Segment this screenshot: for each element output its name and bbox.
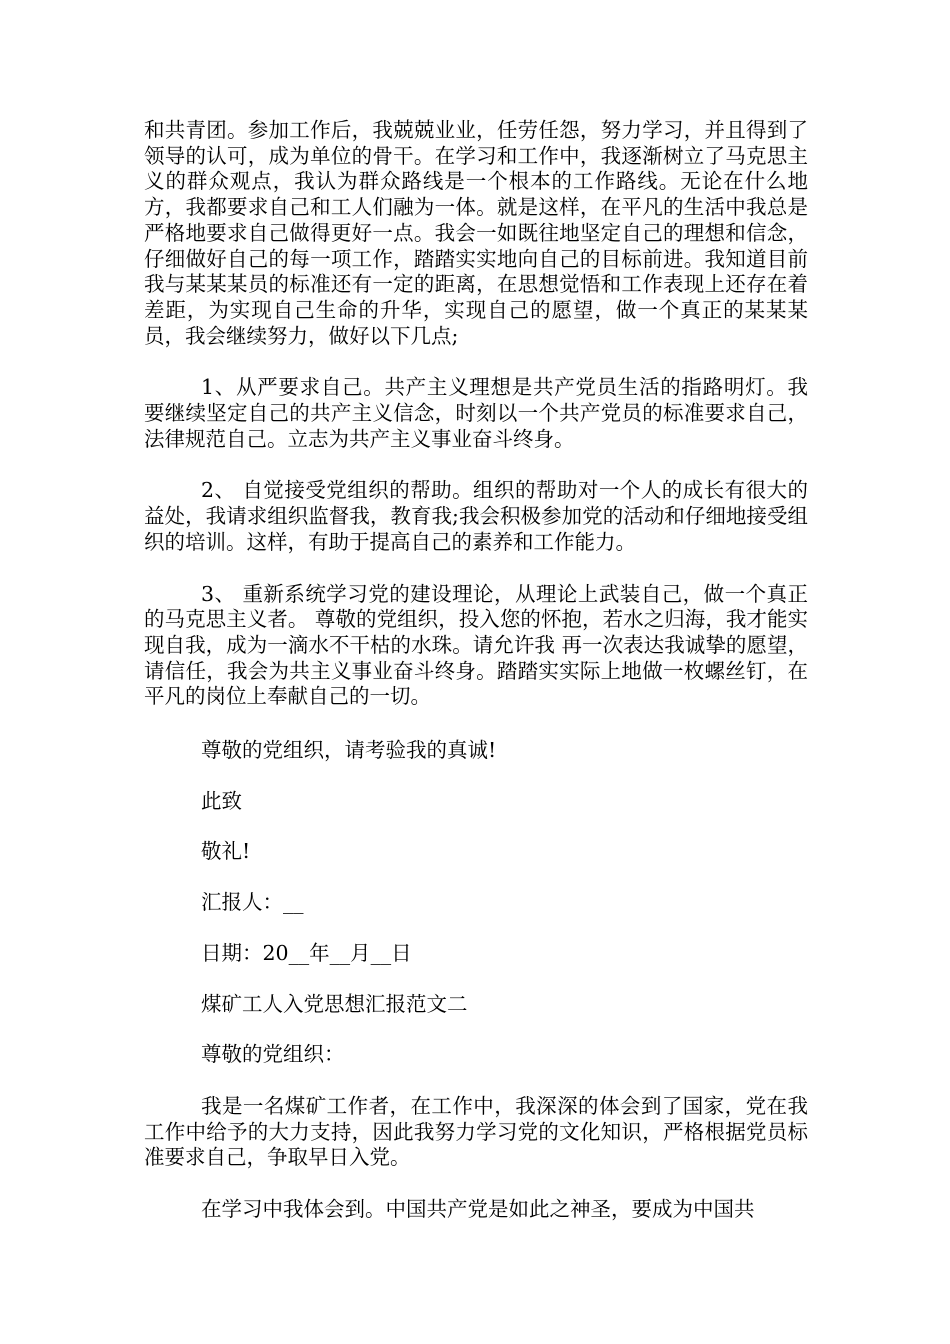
greeting: 尊敬的党组织： (201, 1042, 345, 1067)
paragraph-intro: 和共青团。参加工作后，我兢兢业业，任劳任怨，努力学习，并且得到了领导的认可，成为单位的骨干。在学习和工作中，我逐渐树立了马克思主义的群众观点，我认为群众路线是一个根本的工作路线。无论在什么地方，我都要求自己和工人们融为一体。就是这样，在平凡的生活中我总是严格地要求自己做得更好一点。我会一如既往地坚定自己的理想和信念，仔细做好自己的每一项工作，踏踏实实地向自己的目标前进。我知道目前我与某某某员的标准还有一定的距离，在思想觉悟和工作表现上还存在着差距，为实现自己生命的升华，实现自己的愿望，做一个真正的某某某员，我会继续努力，做好以下几点; (144, 118, 808, 348)
document-page (144, 118, 808, 1223)
paragraph-body-2: 在学习中我体会到。中国共产党是如此之神圣，要成为中国共 (201, 1197, 755, 1222)
salutation-jingli: 敬礼! (201, 839, 251, 864)
paragraph-body-1: 我是一名煤矿工作者，在工作中，我深深的体会到了国家，党在我工作中给予的大力支持，因此我努力学习党的文化知识，严格根据党员标准要求自己，争取早日入党。 (144, 1093, 808, 1170)
date-line: 日期：20__年__月__日 (201, 940, 412, 965)
reporter-line: 汇报人：__ (201, 890, 304, 915)
paragraph-point-1: 1、从严要求自己。共产主义理想是共产党员生活的指路明灯。我要继续坚定自己的共产主义信念，时刻以一个共产党员的标准要求自己，法律规范自己。立志为共产主义事业奋斗终身。 (144, 375, 808, 451)
closing-line: 尊敬的党组织，请考验我的真诚! (201, 738, 497, 763)
paragraph-point-2: 2、 自觉接受党组织的帮助。组织的帮助对一个人的成长有很大的益处，我请求组织监督我，教育我;我会积极参加党的活动和仔细地接受组织的培训。这样，有助于提高自己的素养和工作能力。 (144, 478, 808, 554)
section-title: 煤矿工人入党思想汇报范文二 (201, 991, 468, 1016)
paragraph-point-3: 3、 重新系统学习党的建设理论，从理论上武装自己，做一个真正的马克思主义者。 尊敬的党组织，投入您的怀抱，若水之归海，我才能实现自我，成为一滴水不干枯的水珠。请允许我 再一次表达我诚挚的愿望，请信任，我会为共主义事业奋斗终身。踏踏实实际上地做一枚螺丝钉，在平凡的岗位上奉献自己的一切。 (144, 581, 808, 709)
salutation-cizhi: 此致 (201, 788, 242, 813)
